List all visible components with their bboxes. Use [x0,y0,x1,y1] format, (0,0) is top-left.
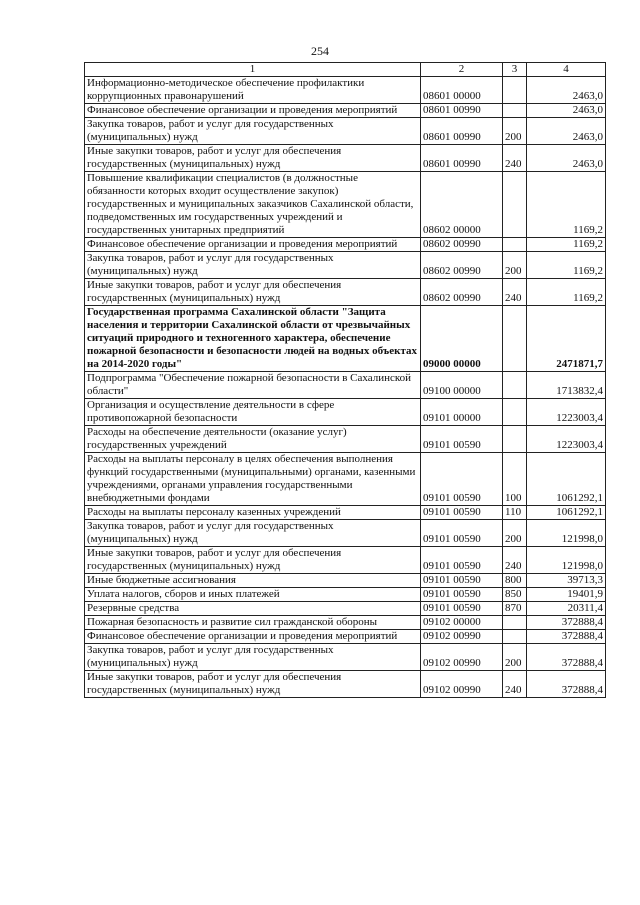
row-code: 09101 00590 [421,574,503,588]
table-row [85,547,606,574]
row-amount: 39713,3 [527,574,606,588]
row-name: Информационно-методическое обеспечение профилактики коррупционных правонарушений [85,77,421,104]
row-amount: 2471871,7 [527,306,606,372]
row-amount: 1169,2 [527,279,606,306]
row-amount: 372888,4 [527,644,606,671]
row-name: Государственная программа Сахалинской области "Защита населения и территории Сахалинской области от чрезвычайных ситуаций природного и техногенного характера, обеспечение пожарной безопасности и безопасности людей на водных объектах на 2014-2020 годы" [85,306,421,372]
row-type [503,372,527,399]
page-number: 254 [311,44,329,58]
row-type: 200 [503,118,527,145]
row-type: 110 [503,506,527,520]
row-amount: 1169,2 [527,172,606,238]
row-type: 850 [503,588,527,602]
row-code: 08601 00990 [421,145,503,172]
table-row [85,145,606,172]
row-amount: 1223003,4 [527,399,606,426]
row-amount: 1713832,4 [527,372,606,399]
row-amount: 20311,4 [527,602,606,616]
row-code: 09100 00000 [421,372,503,399]
row-name: Финансовое обеспечение организации и проведения мероприятий [85,630,421,644]
header-col-1: 1 [85,63,421,77]
table-row [85,118,606,145]
row-name: Закупка товаров, работ и услуг для государственных (муниципальных) нужд [85,118,421,145]
row-amount: 2463,0 [527,118,606,145]
row-code: 09101 00590 [421,547,503,574]
row-code: 09101 00590 [421,588,503,602]
table-row [85,520,606,547]
row-name: Иные закупки товаров, работ и услуг для обеспечения государственных (муниципальных) нужд [85,279,421,306]
row-type: 240 [503,279,527,306]
row-amount: 1169,2 [527,252,606,279]
row-code: 08602 00990 [421,252,503,279]
row-name: Расходы на выплаты персоналу в целях обеспечения выполнения функций государственными (муниципальными) органами, казенными учреждениями, органами управления государственными внебюджетными фондами [85,453,421,506]
row-type [503,616,527,630]
table-row [85,306,606,372]
row-code: 08601 00990 [421,104,503,118]
row-amount: 121998,0 [527,520,606,547]
row-type [503,399,527,426]
table-row [85,252,606,279]
row-code: 09102 00990 [421,630,503,644]
row-name: Финансовое обеспечение организации и проведения мероприятий [85,104,421,118]
row-name: Расходы на выплаты персоналу казенных учреждений [85,506,421,520]
row-amount: 372888,4 [527,616,606,630]
header-col-4: 4 [527,63,606,77]
row-code: 08601 00000 [421,77,503,104]
table-row [85,616,606,630]
table-row [85,602,606,616]
row-code: 08602 00990 [421,238,503,252]
row-amount: 372888,4 [527,671,606,698]
row-type: 240 [503,145,527,172]
row-amount: 1223003,4 [527,426,606,453]
row-type [503,238,527,252]
table-row [85,77,606,104]
row-name: Иные закупки товаров, работ и услуг для обеспечения государственных (муниципальных) нужд [85,671,421,698]
row-name: Иные бюджетные ассигнования [85,574,421,588]
row-name: Уплата налогов, сборов и иных платежей [85,588,421,602]
row-code: 09101 00590 [421,426,503,453]
row-type: 200 [503,252,527,279]
row-name: Организация и осуществление деятельности в сфере противопожарной безопасности [85,399,421,426]
row-type: 870 [503,602,527,616]
row-amount: 2463,0 [527,104,606,118]
row-name: Пожарная безопасность и развитие сил гражданской обороны [85,616,421,630]
row-amount: 2463,0 [527,77,606,104]
table-row [85,279,606,306]
row-type: 100 [503,453,527,506]
row-type: 800 [503,574,527,588]
row-type: 200 [503,520,527,547]
table-row [85,426,606,453]
row-amount: 1169,2 [527,238,606,252]
row-code: 09101 00590 [421,506,503,520]
row-name: Финансовое обеспечение организации и проведения мероприятий [85,238,421,252]
row-name: Иные закупки товаров, работ и услуг для обеспечения государственных (муниципальных) нужд [85,547,421,574]
row-name: Подпрограмма "Обеспечение пожарной безопасности в Сахалинской области" [85,372,421,399]
row-type [503,630,527,644]
row-name: Закупка товаров, работ и услуг для государственных (муниципальных) нужд [85,520,421,547]
table-row [85,574,606,588]
row-amount: 1061292,1 [527,453,606,506]
row-code: 09102 00990 [421,644,503,671]
row-name: Иные закупки товаров, работ и услуг для обеспечения государственных (муниципальных) нужд [85,145,421,172]
row-code: 08602 00990 [421,279,503,306]
table-row [85,238,606,252]
row-type: 200 [503,644,527,671]
header-col-3: 3 [503,63,527,77]
row-type: 240 [503,671,527,698]
table-row [85,453,606,506]
row-code: 09101 00590 [421,453,503,506]
row-code: 09101 00590 [421,520,503,547]
table-row [85,671,606,698]
row-amount: 1061292,1 [527,506,606,520]
row-code: 09101 00590 [421,602,503,616]
row-name: Расходы на обеспечение деятельности (оказание услуг) государственных учреждений [85,426,421,453]
table-row [85,644,606,671]
row-code: 09102 00000 [421,616,503,630]
budget-table [84,62,606,698]
row-type: 240 [503,547,527,574]
table-row [85,399,606,426]
row-name: Резервные средства [85,602,421,616]
row-code: 08601 00990 [421,118,503,145]
row-name: Закупка товаров, работ и услуг для государственных (муниципальных) нужд [85,252,421,279]
row-code: 09000 00000 [421,306,503,372]
row-type [503,426,527,453]
table-row [85,172,606,238]
header-col-2: 2 [421,63,503,77]
row-name: Закупка товаров, работ и услуг для государственных (муниципальных) нужд [85,644,421,671]
row-name: Повышение квалификации специалистов (в должностные обязанности которых входит осуществление закупок) государственных и муниципальных заказчиков Сахалинской области, подведомственных им государственных учреждений и государственных унитарных предприятий [85,172,421,238]
row-amount: 121998,0 [527,547,606,574]
row-type [503,77,527,104]
row-amount: 2463,0 [527,145,606,172]
row-type [503,172,527,238]
row-code: 09101 00000 [421,399,503,426]
header-row [85,63,606,77]
table-row [85,506,606,520]
table-row [85,372,606,399]
row-amount: 372888,4 [527,630,606,644]
table-row [85,630,606,644]
row-type [503,306,527,372]
table-row [85,104,606,118]
table-row [85,588,606,602]
row-code: 08602 00000 [421,172,503,238]
row-code: 09102 00990 [421,671,503,698]
row-type [503,104,527,118]
row-amount: 19401,9 [527,588,606,602]
